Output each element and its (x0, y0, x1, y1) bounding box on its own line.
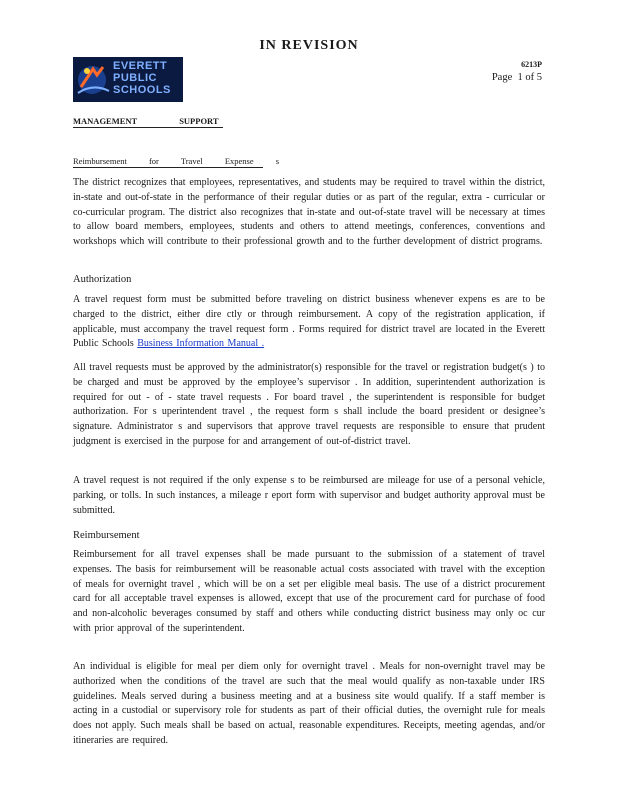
school-district-logo (73, 57, 183, 102)
page-label: Page (491, 72, 513, 83)
page-indicator (492, 72, 542, 83)
page-of: of (525, 72, 535, 83)
authorization-paragraph-1-text: A travel request form must be submitted before traveling on district business whenever expens es are to be charged to the district, either dire ctly or through reimbursement. A copy of the registration application, if applicable, must accompany the travel request form . Forms required for district travel are located in the Everett Public Schools (73, 294, 545, 350)
reimbursement-paragraph-1: Reimbursement for all travel expenses shall be made pursuant to the submission of a statement of travel expenses. The basis for reimbursement will be reasonable actual costs associated with travel with the exception of meals for overnight travel , which will be on a set per eligible meal basis. The use of a district procurement card for all acceptable travel expenses is allowed, except that use of the procurement card for purchase of food and non-alcoholic beverages consumed by staff and others while conducting district business may only oc cur with prior approval of the superintendent. (73, 549, 545, 634)
authorization-paragraph-3: A travel request is not required if the only expense s to be reimbursed are mileage for use of a personal vehicle, parking, or tolls. In such instances, a mileage r eport form with supervisor and budget authority approval must be submitted. (73, 475, 545, 516)
logo-wordmark: EVERETT PUBLIC SCHOOLS (113, 60, 171, 96)
authorization-paragraph-1 (73, 293, 545, 352)
reimbursement-heading: Reimbursement (73, 530, 140, 541)
page-number: 1 (517, 72, 523, 83)
intro-paragraph: The district recognizes that employees, representatives, and students may be required to travel within the district, in-state and out-of-state in the performance of their regular duties or as part of the regular, extra - curricular or co-curricular program. The district also recognizes that in-state and out-of-state travel will be necessary at times to allow board members, employees, students and others to attend meetings, conferences, conventions and workshops which will contribute to their professional growth and to the further development of district programs. (73, 177, 545, 248)
revision-banner: IN REVISION (259, 38, 359, 53)
authorization-heading: Authorization (73, 274, 132, 285)
page-total: 5 (536, 72, 542, 83)
section-label: MANAGEMENT SUPPORT (73, 116, 223, 128)
document-title: Reimbursement for Travel Expense s (73, 156, 280, 166)
reimbursement-paragraph-2: An individual is eligible for meal per diem only for overnight travel . Meals for non-overnight travel may be authorized when the conditions of the travel are such that the meal would qualify as non-taxable under IRS guidelines. Meals served during a business meeting and at a business site would qualify. If a staff member is acting in a custodial or supervisory role for students as part of their official duties, the overnight rule for meals does not apply. Such meals shall be based on actual, reasonable expenditures. Receipts, meeting agendas, and/or itineraries are required. (73, 661, 545, 746)
authorization-paragraph-2: All travel requests must be approved by the administrator(s) responsible for the travel or registration budget(s ) to be charged and must be approved by the employee’s supervisor . In addition, superintendent authorization is required for out - of - state travel requests . For board travel , the superintendent is responsible for budget authorization. For s uperintendent travel , the request form s shall include the board president or designee’s signature. Administrator s and supervisors that approve travel requests are responsible to ensure that prudent judgment is exercised in the purpose for and arrangement of out-of-district travel. (73, 362, 545, 447)
policy-number: 6213P (521, 60, 542, 69)
business-information-manual-link[interactable]: Business Information Manual . (137, 338, 265, 350)
